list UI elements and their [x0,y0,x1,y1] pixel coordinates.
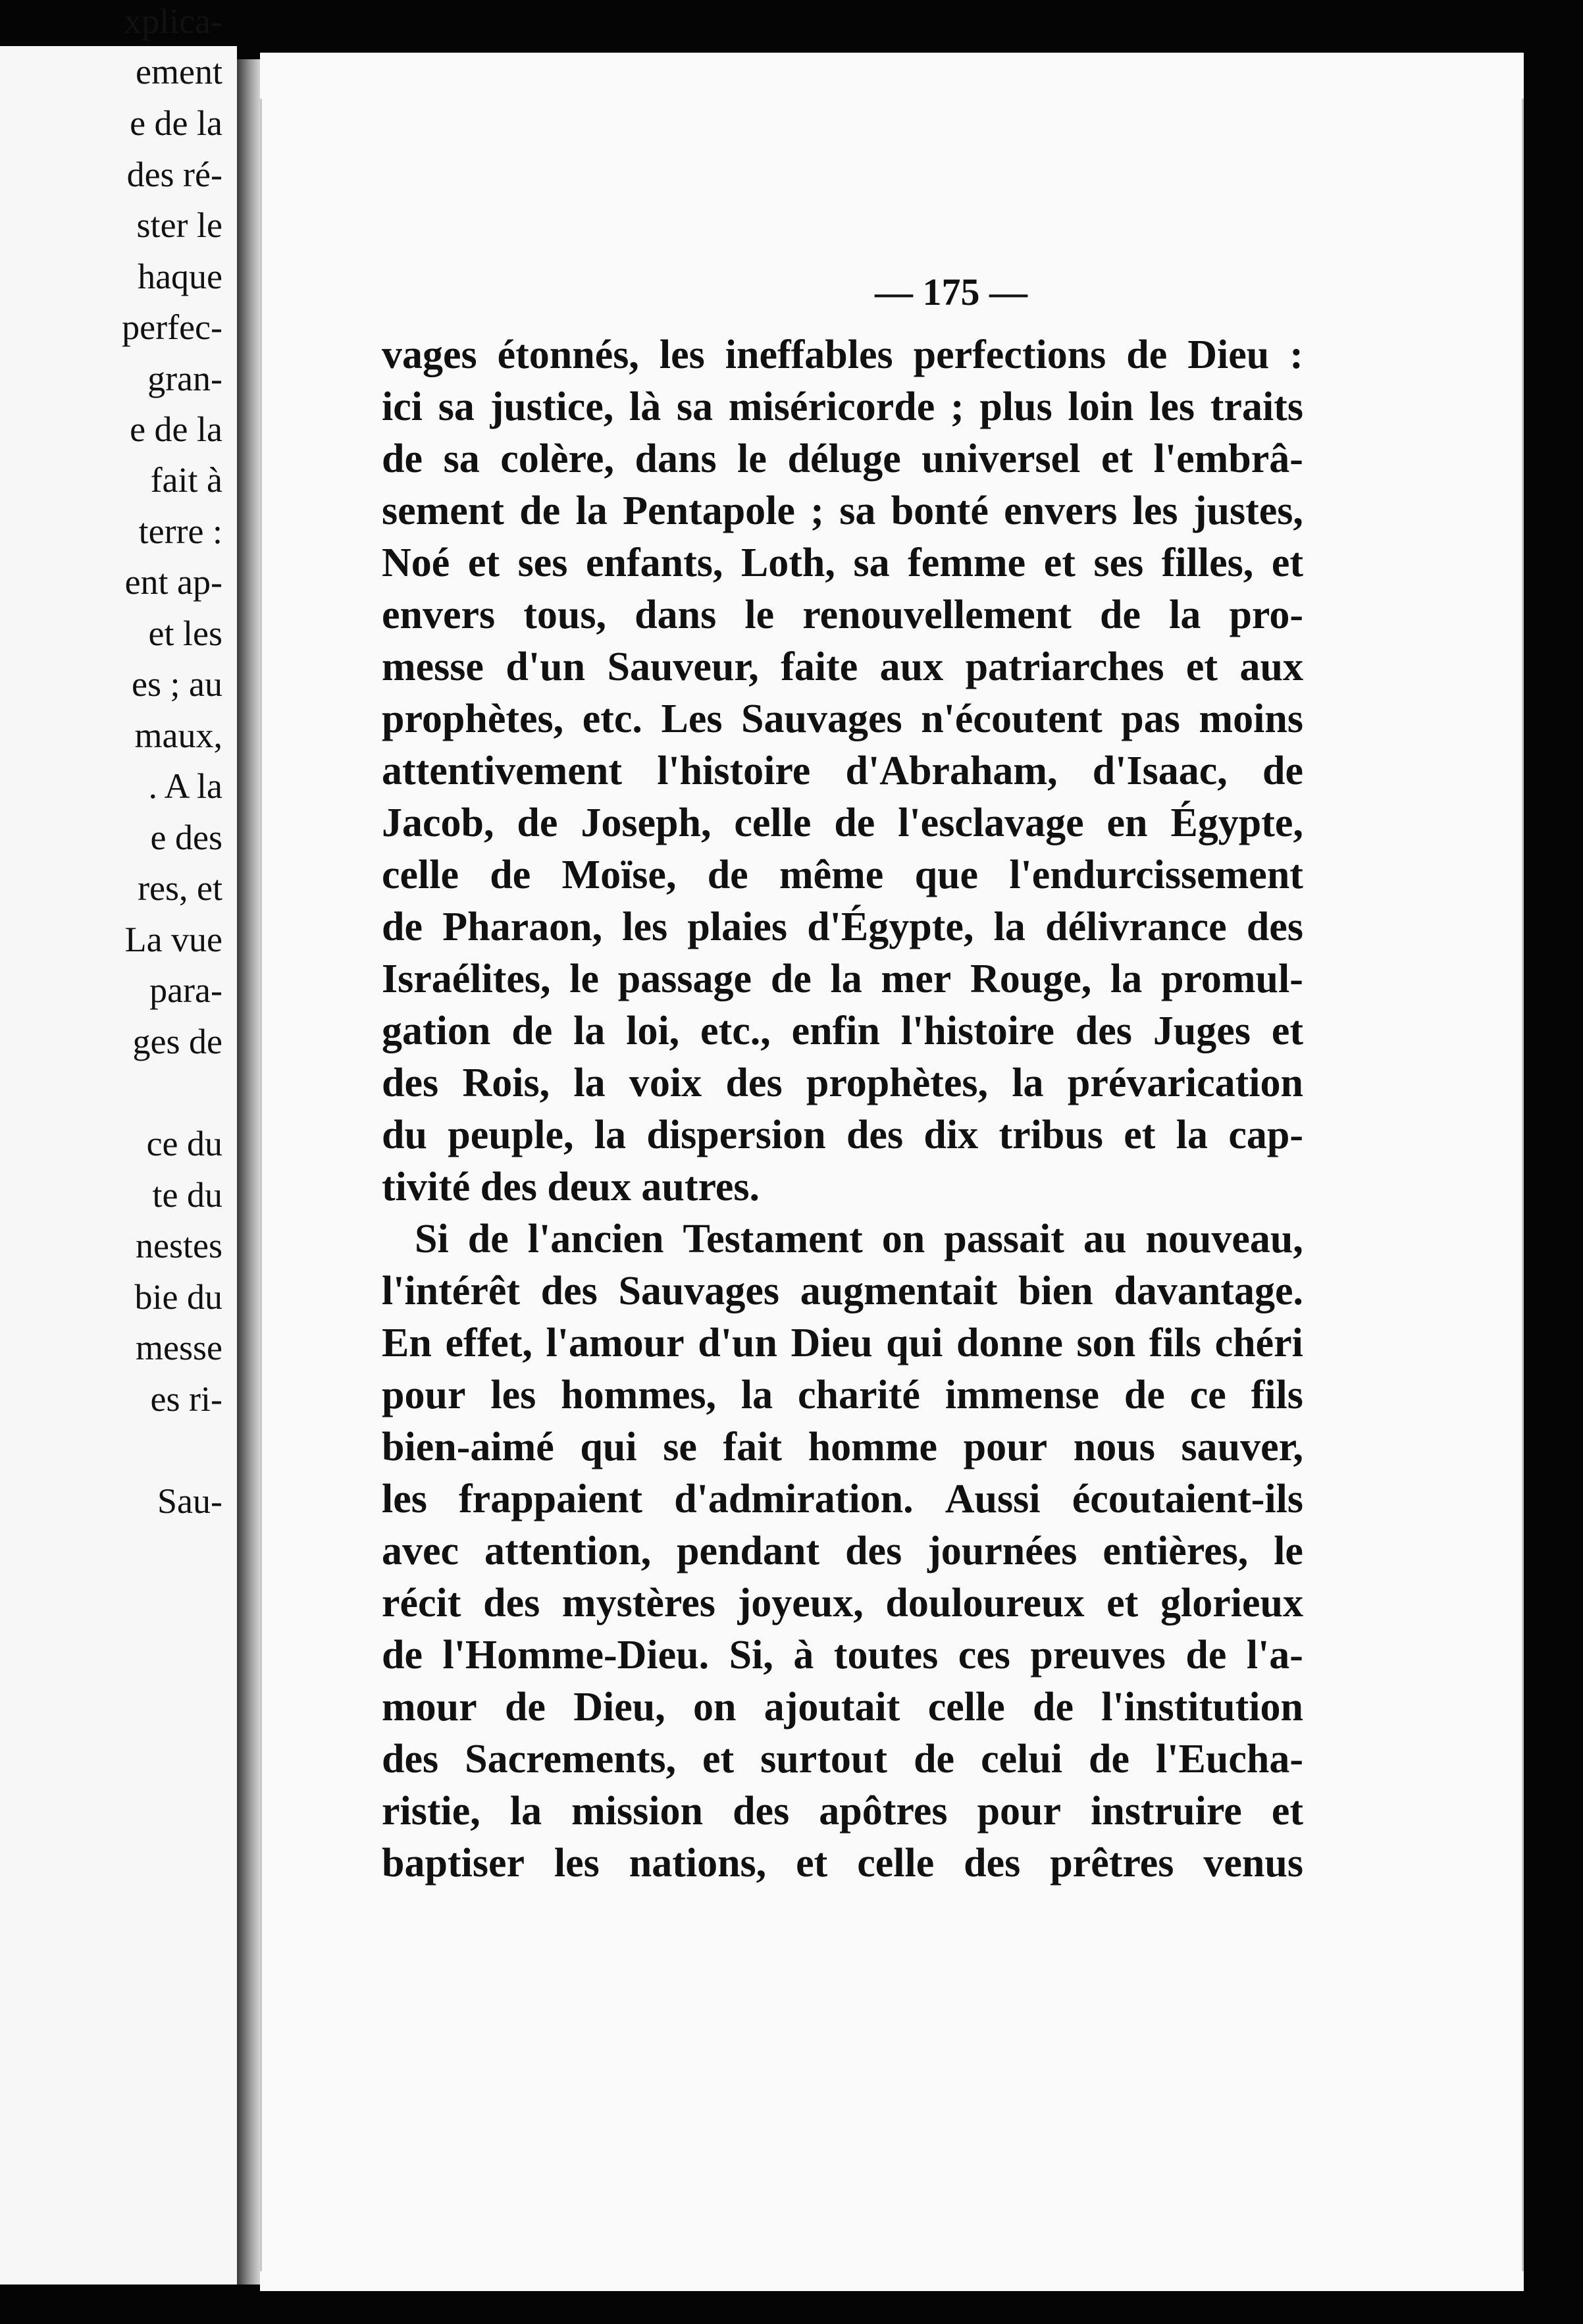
left-page-line: te du [152,1175,222,1215]
left-page-line: xplica- [124,1,222,41]
right-page [260,53,1524,2291]
left-page [0,1,237,2284]
body-line: tivité des deux autres. [382,1165,760,1209]
body-line: celle de Moïse, de même que l'endurcissement [382,853,1303,897]
body-line: récit des mystères joyeux, douloureux et glorieux [382,1581,1303,1625]
left-page-line: ges de [132,1022,222,1061]
body-line: gation de la loi, etc., enfin l'histoire des Juges et [382,1009,1303,1053]
left-page-line: La vue [124,920,222,959]
left-page-line: para- [149,970,222,1010]
left-page-line: ster le [136,205,222,245]
body-line: prophètes, etc. Les Sauvages n'écoutent pas moins [382,697,1303,741]
left-page-line: des ré- [126,155,222,194]
body-text [382,329,1303,1889]
body-line: envers tous, dans le renouvellement de la pro- [382,593,1303,637]
body-line: des Rois, la voix des prophètes, la prévarication [382,1061,1303,1105]
body-line: Noé et ses enfants, Loth, sa femme et ses filles, et [382,541,1303,585]
body-line: de Pharaon, les plaies d'Égypte, la délivrance des [382,905,1303,949]
body-line: du peuple, la dispersion des dix tribus et la cap- [382,1113,1303,1157]
left-page-line: ce du [146,1124,222,1163]
left-page-line: terre : [138,512,222,551]
page-edge-right [1522,99,1524,2271]
body-line: attentivement l'histoire d'Abraham, d'Isaac, de [382,749,1303,793]
left-page-line: et les [148,614,222,653]
left-page-line: ent ap- [124,562,222,602]
body-line: baptiser les nations, et celle des prêtres venus [382,1841,1303,1886]
body-line: En effet, l'amour d'un Dieu qui donne son fils chéri [382,1321,1303,1365]
left-page-line: fait à [150,460,222,500]
left-page-line: . A la [148,766,222,806]
body-line: de l'Homme-Dieu. Si, à toutes ces preuves de l'a- [382,1633,1303,1677]
body-line: Jacob, de Joseph, celle de l'esclavage en Égypte, [382,801,1303,845]
body-line: bien-aimé qui se fait homme pour nous sauver, [382,1425,1303,1469]
body-line: de sa colère, dans le déluge universel et l'embrâ- [382,436,1303,481]
left-page-line: es ri- [150,1379,222,1419]
left-page-line: bie du [134,1277,222,1317]
body-line: sement de la Pentapole ; sa bonté envers les justes, [382,489,1303,533]
body-line: mour de Dieu, on ajoutait celle de l'institution [382,1685,1303,1730]
body-line: Israélites, le passage de la mer Rouge, la promul- [382,957,1303,1001]
body-line: l'intérêt des Sauvages augmentait bien davantage. [382,1269,1303,1313]
book-gutter [237,59,263,2284]
left-page-line: gran- [147,359,222,398]
left-page-line: perfec- [122,307,222,347]
body-line: les frappaient d'admiration. Aussi écoutaient-ils [382,1477,1303,1521]
left-page-line: Sau- [157,1481,222,1521]
left-page-line: e de la [130,409,222,449]
left-page-line: e des [150,818,222,857]
left-page-line: haque [138,257,222,296]
left-page-line: es ; au [132,664,222,704]
left-page-line: res, et [138,868,222,908]
left-page-line: ement [136,52,222,92]
body-line: vages étonnés, les ineffables perfections de Dieu : [382,332,1303,377]
body-line: messe d'un Sauveur, faite aux patriarches et aux [382,645,1303,689]
left-page-line: maux, [134,716,222,755]
left-page-line: nestes [136,1226,222,1265]
body-line: pour les hommes, la charité immense de ce fils [382,1373,1303,1417]
body-line: ici sa justice, là sa miséricorde ; plus loin les traits [382,384,1303,429]
body-line: avec attention, pendant des journées entières, le [382,1529,1303,1573]
body-line: Si de l'ancien Testament on passait au nouveau, [415,1217,1303,1261]
body-line: des Sacrements, et surtout de celui de l'Eucha- [382,1737,1303,1782]
left-page-line: e de la [130,103,222,143]
page-number: — 175 — [875,271,1027,313]
body-line: ristie, la mission des apôtres pour instruire et [382,1789,1303,1834]
left-page-line: messe [136,1328,222,1367]
page-edge-left [260,99,262,2271]
